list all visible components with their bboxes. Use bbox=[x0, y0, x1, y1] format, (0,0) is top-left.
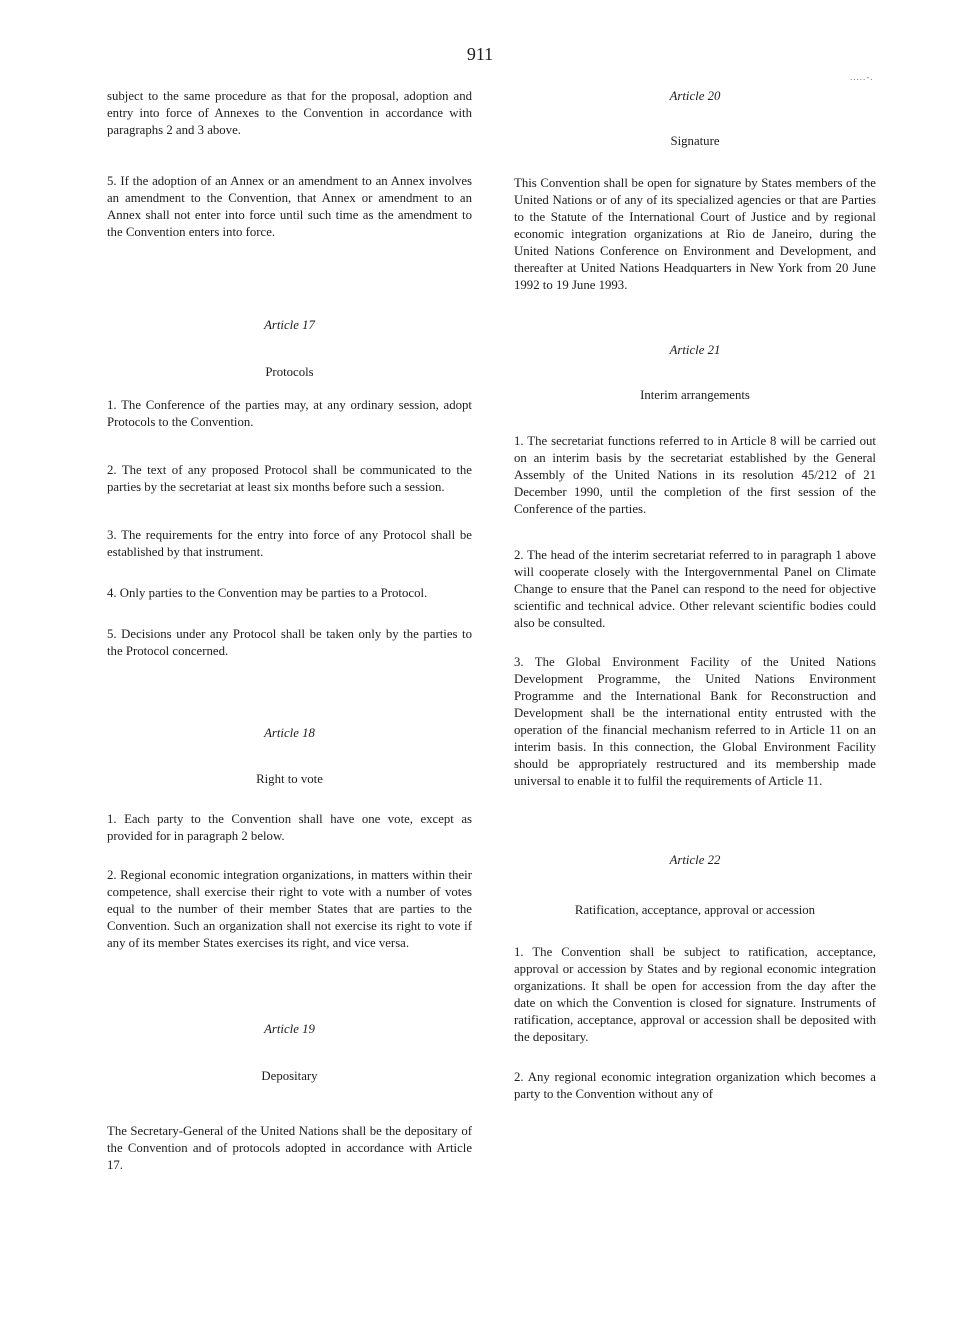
paragraph: 5. Decisions under any Protocol shall be taken only by the parties to the Protocol concerned. bbox=[107, 627, 472, 658]
paragraph: 2. Regional economic integration organizations, in matters within their competence, shall exercise their right to vote with a number of votes equal to the number of their member States that are parties to the Convention. Such an organization shall not exercise its right to vote if any of its member States exercises its right, and vice versa. bbox=[107, 868, 472, 950]
article-heading: Article 21 bbox=[669, 343, 721, 357]
paragraph: 1. The Conference of the parties may, at any ordinary session, adopt Protocols to the Convention. bbox=[107, 398, 472, 429]
paragraph: 1. Each party to the Convention shall have one vote, except as provided for in paragraph 2 below. bbox=[107, 812, 472, 843]
article-title: Interim arrangements bbox=[640, 388, 750, 402]
paragraph: 2. Any regional economic integration organization which becomes a party to the Convention without any of bbox=[514, 1070, 876, 1101]
paragraph: 3. The Global Environment Facility of the United Nations Development Programme, the United Nations Environment Programme and the International Bank for Reconstruction and Development shall be the international entity entrusted with the operation of the financial mechanism referred to in Article 11 on an interim basis. In this connection, the Global Environment Facility should be appropriately restructured and its membership made universal to enable it to fulfil the requirements of Article 11. bbox=[514, 655, 876, 788]
corner-mark: .....-. bbox=[850, 72, 874, 82]
paragraph: 2. The head of the interim secretariat referred to in paragraph 1 above will cooperate closely with the Intergovernmental Panel on Climate Change to ensure that the Panel can respond to the need for objective scientific and technical advice. Other relevant scientific bodies could also be consulted. bbox=[514, 548, 876, 630]
paragraph: 1. The secretariat functions referred to in Article 8 will be carried out on an interim basis by the secretariat established by the General Assembly of the United Nations in its resolution 45/212 of 21 December 1990, until the completion of the first session of the Conference of the parties. bbox=[514, 434, 876, 516]
article-heading: Article 20 bbox=[669, 89, 721, 103]
article-heading: Article 22 bbox=[669, 853, 721, 867]
page-number: 911 bbox=[466, 44, 494, 64]
article-title: Depositary bbox=[261, 1069, 318, 1083]
paragraph: 2. The text of any proposed Protocol shall be communicated to the parties by the secretariat at least six months before such a session. bbox=[107, 463, 472, 494]
paragraph: The Secretary-General of the United Nations shall be the depositary of the Convention and of protocols adopted in accordance with Article 17. bbox=[107, 1124, 472, 1172]
article-title: Ratification, acceptance, approval or accession bbox=[574, 903, 816, 917]
article-heading: Article 19 bbox=[264, 1022, 315, 1036]
left-column bbox=[107, 88, 472, 1174]
paragraph: This Convention shall be open for signature by States members of the United Nations or of any of its specialized agencies or that are Parties to the Statute of the International Court of Justice and by regional economic integration organizations at Rio de Janeiro, during the United Nations Conference on Environment and Development, and thereafter at United Nations Headquarters in New York from 20 June 1992 to 19 June 1993. bbox=[514, 176, 876, 292]
article-title: Right to vote bbox=[256, 772, 323, 786]
article-heading: Article 17 bbox=[264, 318, 315, 332]
paragraph: subject to the same procedure as that for the proposal, adoption and entry into force of Annexes to the Convention in accordance with paragraphs 2 and 3 above. bbox=[107, 89, 472, 137]
paragraph: 4. Only parties to the Convention may be parties to a Protocol. bbox=[107, 586, 428, 600]
paragraph: 3. The requirements for the entry into force of any Protocol shall be established by that instrument. bbox=[107, 528, 472, 559]
right-column bbox=[514, 88, 876, 1103]
article-title: Protocols bbox=[265, 365, 314, 379]
article-title: Signature bbox=[670, 134, 720, 148]
paragraph: 5. If the adoption of an Annex or an amendment to an Annex involves an amendment to the Convention, that Annex or amendment to an Annex shall not enter into force until such time as the amendment to the Convention enters into force. bbox=[107, 174, 472, 239]
article-heading: Article 18 bbox=[264, 726, 315, 740]
paragraph: 1. The Convention shall be subject to ratification, acceptance, approval or accession by States and by regional economic integration organizations. It shall be open for accession from the day after the date on which the Convention is closed for signature. Instruments of ratification, acceptance, approval or accession shall be deposited with the depositary. bbox=[514, 945, 876, 1044]
